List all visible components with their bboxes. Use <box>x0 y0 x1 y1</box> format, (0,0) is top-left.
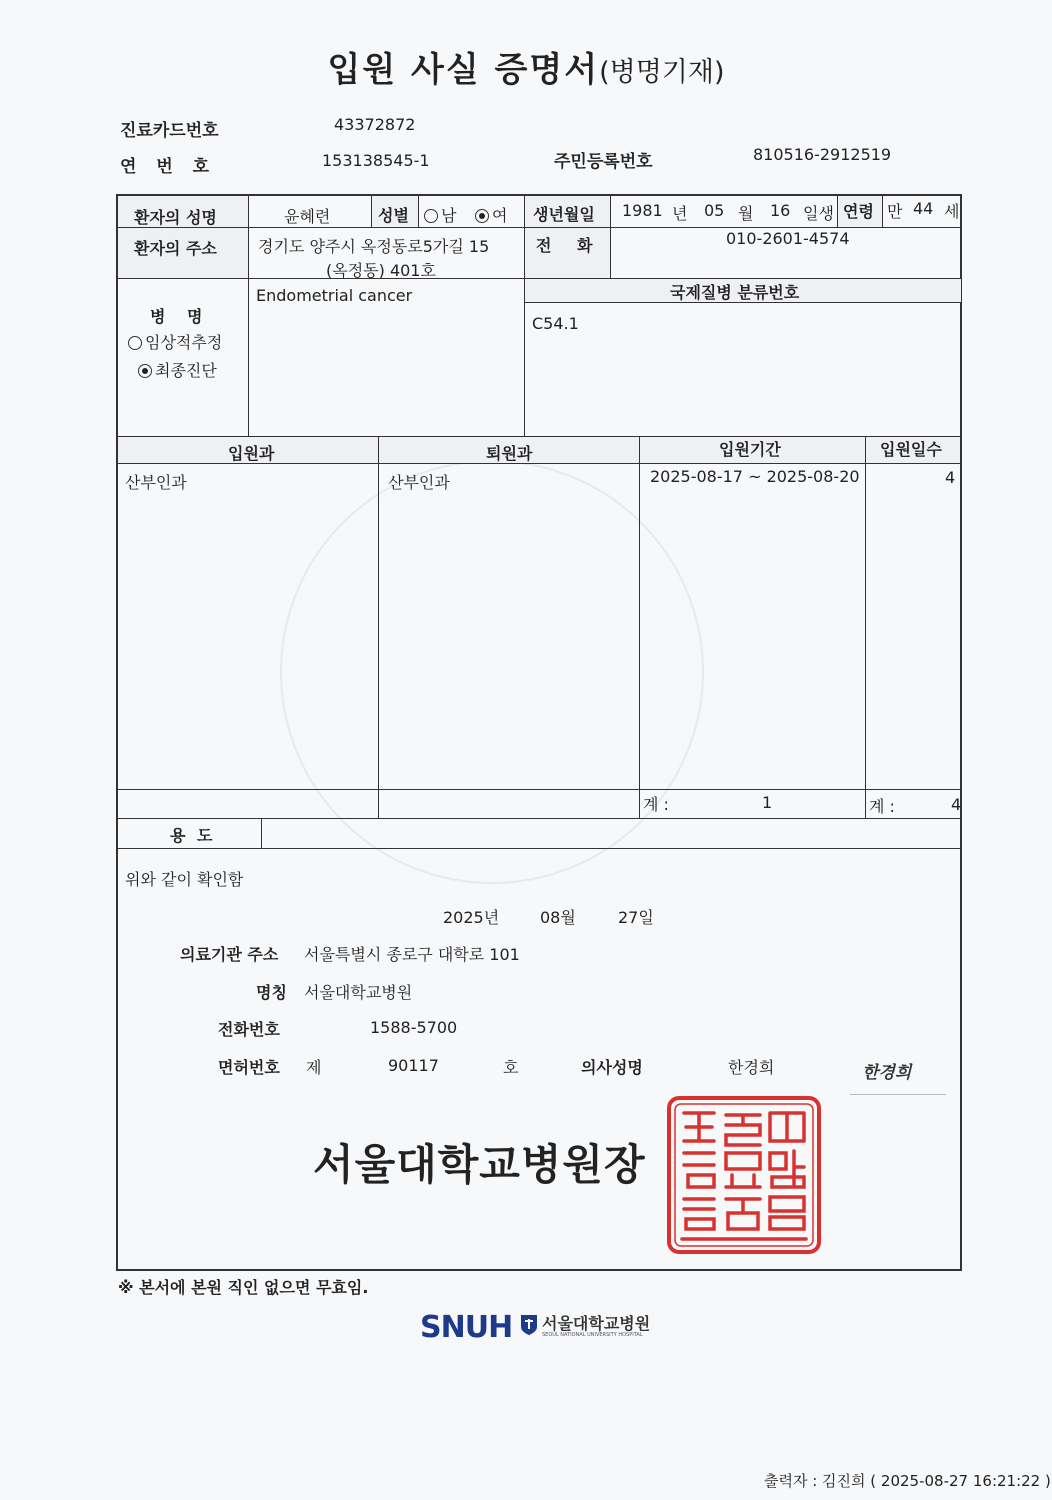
diagnosis-name: Endometrial cancer <box>256 286 413 305</box>
logo-en: SEOUL NATIONAL UNIVERSITY HOSPITAL <box>542 1332 643 1338</box>
col-admit-dept: 입원과 <box>228 444 275 463</box>
address-label: 환자의 주소 <box>134 239 217 258</box>
birth-label: 생년월일 <box>533 205 595 224</box>
address-line2: (옥정동) 401호 <box>326 261 436 280</box>
title-sub: (병명기재) <box>599 57 725 88</box>
invalid-notice: ※ 본서에 본원 직인 없으면 무효임. <box>118 1278 369 1297</box>
hospital-seal <box>666 1095 822 1255</box>
sex-female-option: 여 <box>475 203 507 226</box>
radio-unchecked-icon <box>128 336 142 350</box>
diagnosis-final-option: 최종진단 <box>138 358 217 381</box>
serial-number-label: 연 번 호 <box>120 157 210 177</box>
license-number: 90117 <box>388 1056 439 1075</box>
address-line1: 경기도 양주시 옥정동로5가길 15 <box>258 237 490 256</box>
usage-label: 용 도 <box>170 826 213 845</box>
confirm-text: 위와 같이 확인함 <box>125 870 244 889</box>
rrn-value: 810516-2912519 <box>753 145 892 164</box>
birth-day: 16 <box>770 201 791 220</box>
inst-name-label: 명칭 <box>256 983 287 1002</box>
doctor-name: 한경희 <box>728 1058 775 1077</box>
title-main: 입원 사실 증명서 <box>327 50 600 90</box>
logo-text: SNUH <box>420 1310 513 1345</box>
serial-number-value: 153138545-1 <box>322 151 430 170</box>
patient-name-label: 환자의 성명 <box>134 208 217 227</box>
confirm-day: 27일 <box>618 908 654 927</box>
age-prefix: 만 <box>887 202 903 221</box>
rrn-label: 주민등록번호 <box>554 152 653 172</box>
license-suffix: 호 <box>503 1058 519 1077</box>
logo-shield-icon <box>520 1314 538 1336</box>
age-unit: 세 <box>944 202 960 221</box>
confirm-year: 2025년 <box>443 908 500 927</box>
year-unit: 년 <box>672 204 688 223</box>
inst-phone-label: 전화번호 <box>218 1020 280 1039</box>
age-value: 44 <box>913 199 934 218</box>
col-period: 입원기간 <box>719 440 781 459</box>
hospital-watermark <box>280 460 704 884</box>
license-label: 면허번호 <box>218 1058 280 1077</box>
discharge-dept-value: 산부인과 <box>388 473 450 492</box>
doctor-label: 의사성명 <box>581 1058 643 1077</box>
col-days: 입원일수 <box>880 440 942 459</box>
diagnosis-label: 병 명 <box>150 307 203 326</box>
period-value: 2025-08-17 ~ 2025-08-20 <box>650 467 860 486</box>
birth-month: 05 <box>704 201 725 220</box>
day-unit: 일생 <box>803 204 834 223</box>
inst-address-value: 서울특별시 종로구 대학로 101 <box>304 945 520 964</box>
birth-year: 1981 <box>622 201 663 220</box>
admit-dept-value: 산부인과 <box>125 473 187 492</box>
total-count-value: 1 <box>762 793 773 812</box>
total-days-label: 계 : <box>869 797 895 816</box>
confirm-month: 08월 <box>540 908 576 927</box>
sex-male-option: 남 <box>424 203 456 226</box>
director-title: 서울대학교병원장 <box>313 1140 646 1189</box>
patient-name-value: 윤혜련 <box>284 207 331 226</box>
radio-checked-icon <box>138 364 152 378</box>
inst-name-value: 서울대학교병원 <box>304 983 413 1002</box>
age-label: 연령 <box>843 202 874 221</box>
sex-label: 성별 <box>378 206 409 225</box>
diagnosis-clinical-option: 임상적추정 <box>128 330 222 353</box>
phone-value: 010-2601-4574 <box>726 229 850 248</box>
license-prefix: 제 <box>306 1058 322 1077</box>
phone-label: 전 화 <box>536 236 593 255</box>
inst-address-label: 의료기관 주소 <box>180 945 279 964</box>
printed-by: 출력자 : 김진희 ( 2025-08-27 16:21:22 ) <box>764 1472 1051 1490</box>
icd-value: C54.1 <box>532 314 579 333</box>
radio-checked-icon <box>475 209 489 223</box>
days-value: 4 <box>945 468 956 487</box>
inst-phone-value: 1588-5700 <box>370 1018 458 1037</box>
card-number-label: 진료카드번호 <box>120 121 219 141</box>
icd-label: 국제질병 분류번호 <box>670 283 800 302</box>
total-count-label: 계 : <box>643 795 669 814</box>
card-number-value: 43372872 <box>334 115 416 134</box>
month-unit: 월 <box>738 204 754 223</box>
radio-unchecked-icon <box>424 209 438 223</box>
col-discharge-dept: 퇴원과 <box>486 444 533 463</box>
document-title <box>0 42 1052 91</box>
total-days-value: 4 <box>951 795 962 814</box>
logo-kr: 서울대학교병원 <box>542 1314 651 1333</box>
